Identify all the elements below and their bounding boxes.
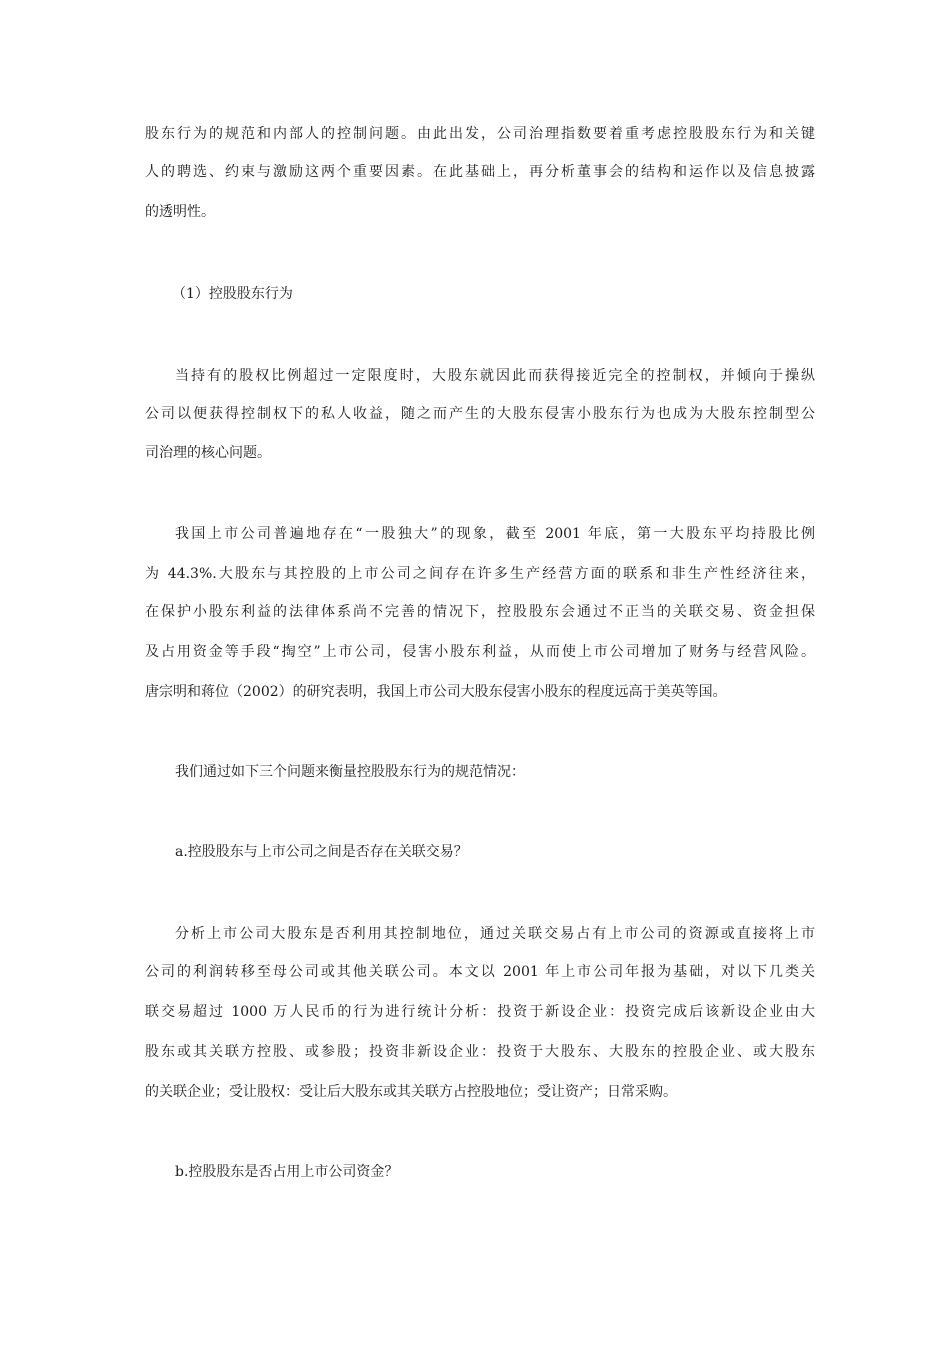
paragraph-1-line-2: 人的聘选、约束与激励这两个重要因素。在此基础上，再分析董事会的结构和运作以及信息披露 xyxy=(145,164,815,180)
paragraph-1-line-3: 的透明性。 xyxy=(145,204,215,220)
paragraph-3-line-1: 我国上市公司普遍地存在“一股独大”的现象，截至 2001 年底，第一大股东平均持股比例 xyxy=(175,526,815,542)
paragraph-2-line-1: 当持有的股权比例超过一定限度时，大股东就因此而获得接近完全的控制权，并倾向于操纵 xyxy=(175,368,815,384)
paragraph-3-line-5: 唐宗明和蒋位（2002）的研究表明，我国上市公司大股东侵害小股东的程度远高于美英等国。 xyxy=(145,684,727,700)
question-b: b.控股股东是否占用上市公司资金？ xyxy=(175,1164,399,1180)
question-a: a.控股股东与上市公司之间是否存在关联交易？ xyxy=(175,844,468,860)
paragraph-5-line-4: 股东或其关联方控股、或参股；投资非新设企业：投资于大股东、大股东的控股企业、或大股东 xyxy=(145,1044,815,1060)
paragraph-5-line-3: 联交易超过 1000 万人民币的行为进行统计分析：投资于新设企业：投资完成后该新设企业由大 xyxy=(145,1004,815,1020)
paragraph-4: 我们通过如下三个问题来衡量控股股东行为的规范情况： xyxy=(175,764,525,780)
paragraph-3-line-2: 为 44.3%.大股东与其控股的上市公司之间存在许多生产经营方面的联系和非生产性经济往来， xyxy=(145,566,815,582)
paragraph-3-line-4: 及占用资金等手段“掏空”上市公司，侵害小股东利益，从而使上市公司增加了财务与经营风险。 xyxy=(145,644,815,660)
section-heading-1: （1）控股股东行为 xyxy=(172,286,293,302)
paragraph-5-line-2: 公司的利润转移至母公司或其他关联公司。本文以 2001 年上市公司年报为基础，对以下几类关 xyxy=(145,964,815,980)
paragraph-5-line-5: 的关联企业；受让股权：受让后大股东或其关联方占控股地位；受让资产；日常采购。 xyxy=(145,1084,677,1100)
paragraph-5-line-1: 分析上市公司大股东是否利用其控制地位，通过关联交易占有上市公司的资源或直接将上市 xyxy=(175,926,815,942)
paragraph-1-line-1: 股东行为的规范和内部人的控制问题。由此出发，公司治理指数要着重考虑控股股东行为和关键 xyxy=(145,126,815,142)
paragraph-3-line-3: 在保护小股东利益的法律体系尚不完善的情况下，控股股东会通过不正当的关联交易、资金担保 xyxy=(145,604,815,620)
paragraph-2-line-2: 公司以便获得控制权下的私人收益，随之而产生的大股东侵害小股东行为也成为大股东控制型公 xyxy=(145,406,815,422)
paragraph-2-line-3: 司治理的核心问题。 xyxy=(145,445,271,461)
